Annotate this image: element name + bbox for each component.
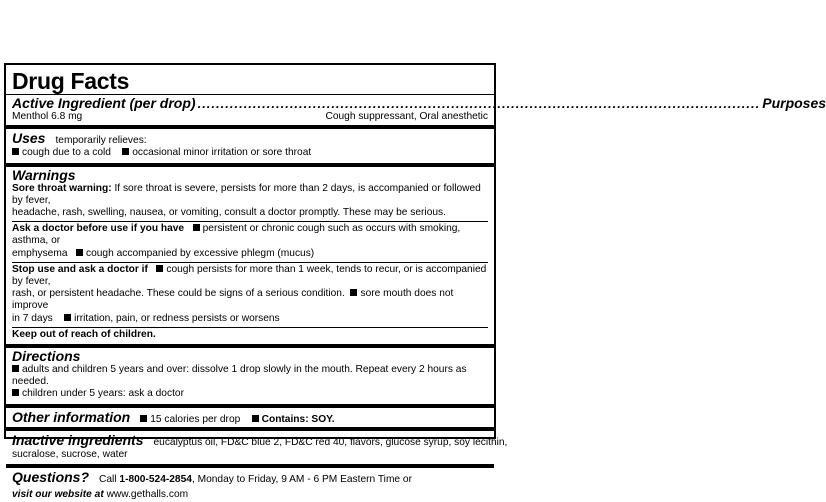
sore-throat-warning: [12, 183, 488, 220]
bullet-icon: [193, 224, 200, 231]
directions-section: [12, 348, 488, 401]
purposes-heading: Purposes: [762, 95, 826, 111]
divider: [12, 221, 488, 222]
other-information-section: [12, 408, 488, 427]
inactive-ingredients-text: sucralose, sucrose, water: [12, 449, 128, 461]
dot-leader: ..........................................................................................................................: [197, 96, 761, 111]
uses-intro: temporarily relieves:: [55, 135, 147, 147]
stop-use-warning: [12, 264, 488, 325]
sore-throat-label: Sore throat warning:: [12, 182, 112, 194]
directions-heading: Directions: [12, 348, 81, 365]
call-hours: , Monday to Friday, 9 AM - 6 PM Eastern Time or: [191, 474, 412, 486]
other-information-heading: Other information: [12, 408, 131, 425]
questions-section: [12, 468, 488, 501]
ask-doctor-warning: [12, 223, 488, 260]
warning-item: emphysema: [12, 247, 68, 259]
other-info-item: Contains: SOY.: [261, 413, 335, 425]
bullet-icon: [350, 289, 357, 296]
sore-throat-text: headache, rash, swelling, nausea, or vomiting, consult a doctor promptly. These may be serious.: [12, 207, 446, 219]
warning-item: sore mouth does not improve: [12, 288, 454, 312]
sore-throat-text: If sore throat is severe, persists for more than 2 days, is accompanied or followed by fever,: [12, 182, 481, 206]
uses-list: [12, 147, 488, 159]
bullet-icon: [252, 415, 259, 422]
directions-list: [12, 364, 488, 401]
uses-heading: Uses: [12, 130, 46, 147]
warning-item: cough accompanied by excessive phlegm (mucus): [86, 247, 315, 259]
purpose-value: Cough suppressant, Oral anesthetic: [325, 111, 488, 122]
bullet-icon: [156, 265, 163, 272]
divider: [12, 327, 488, 328]
uses-item: occasional minor irritation or sore throat: [132, 147, 312, 159]
bullet-icon: [12, 365, 19, 372]
stop-use-label: Stop use and ask a doctor if: [12, 263, 148, 275]
directions-item: adults and children 5 years and over: dissolve 1 drop slowly in the mouth. Repeat every 2 hours as needed.: [12, 364, 467, 388]
bullet-icon: [140, 415, 147, 422]
warning-item: cough persists for more than 1 week, tends to recur, or is accompanied by fever,: [12, 263, 487, 288]
directions-item: children under 5 years: ask a doctor: [22, 388, 184, 400]
warning-item: persistent or chronic cough such as occurs with smoking, asthma, or: [12, 223, 461, 247]
bullet-icon: [12, 148, 19, 155]
inactive-ingredients-text: eucalyptus oil, FD&C blue 2, FD&C red 40, flavors, glucose syrup, soy lecithin,: [153, 436, 508, 448]
website-link[interactable]: www.gethalls.com: [106, 489, 189, 501]
inactive-ingredients-section: [12, 431, 508, 461]
active-ingredient-heading: Active Ingredient (per drop): [12, 95, 196, 111]
call-prefix: Call: [99, 474, 117, 486]
divider: [12, 262, 488, 263]
bullet-icon: [122, 148, 129, 155]
uses-item: cough due to a cold: [22, 147, 111, 159]
keep-out-of-reach: Keep out of reach of children.: [12, 328, 156, 340]
other-info-item: 15 calories per drop: [150, 413, 241, 425]
active-ingredient-header: [12, 95, 826, 111]
warning-item: in 7 days: [12, 312, 53, 324]
bullet-icon: [64, 314, 71, 321]
ask-doctor-label: Ask a doctor before use if you have: [12, 223, 185, 235]
drug-facts-title: Drug Facts: [12, 68, 130, 94]
ingredient-value: Menthol 6.8 mg: [12, 111, 83, 122]
bullet-icon: [76, 249, 83, 256]
bullet-icon: [12, 389, 19, 396]
warning-item: rash, or persistent headache. These could be signs of a serious condition.: [12, 288, 345, 300]
questions-heading: Questions?: [12, 469, 90, 486]
drug-facts-panel: [4, 63, 826, 501]
phone-number[interactable]: 1-800-524-2854: [119, 474, 192, 486]
warnings-heading: Warnings: [12, 166, 76, 183]
warnings-section: [12, 167, 488, 341]
warning-item: irritation, pain, or redness persists or worsens: [74, 312, 280, 324]
inactive-ingredients-heading: Inactive ingredients: [12, 431, 144, 448]
active-ingredient-row: [12, 111, 488, 123]
visit-label: visit our website at: [12, 489, 104, 501]
uses-section: [12, 129, 488, 159]
